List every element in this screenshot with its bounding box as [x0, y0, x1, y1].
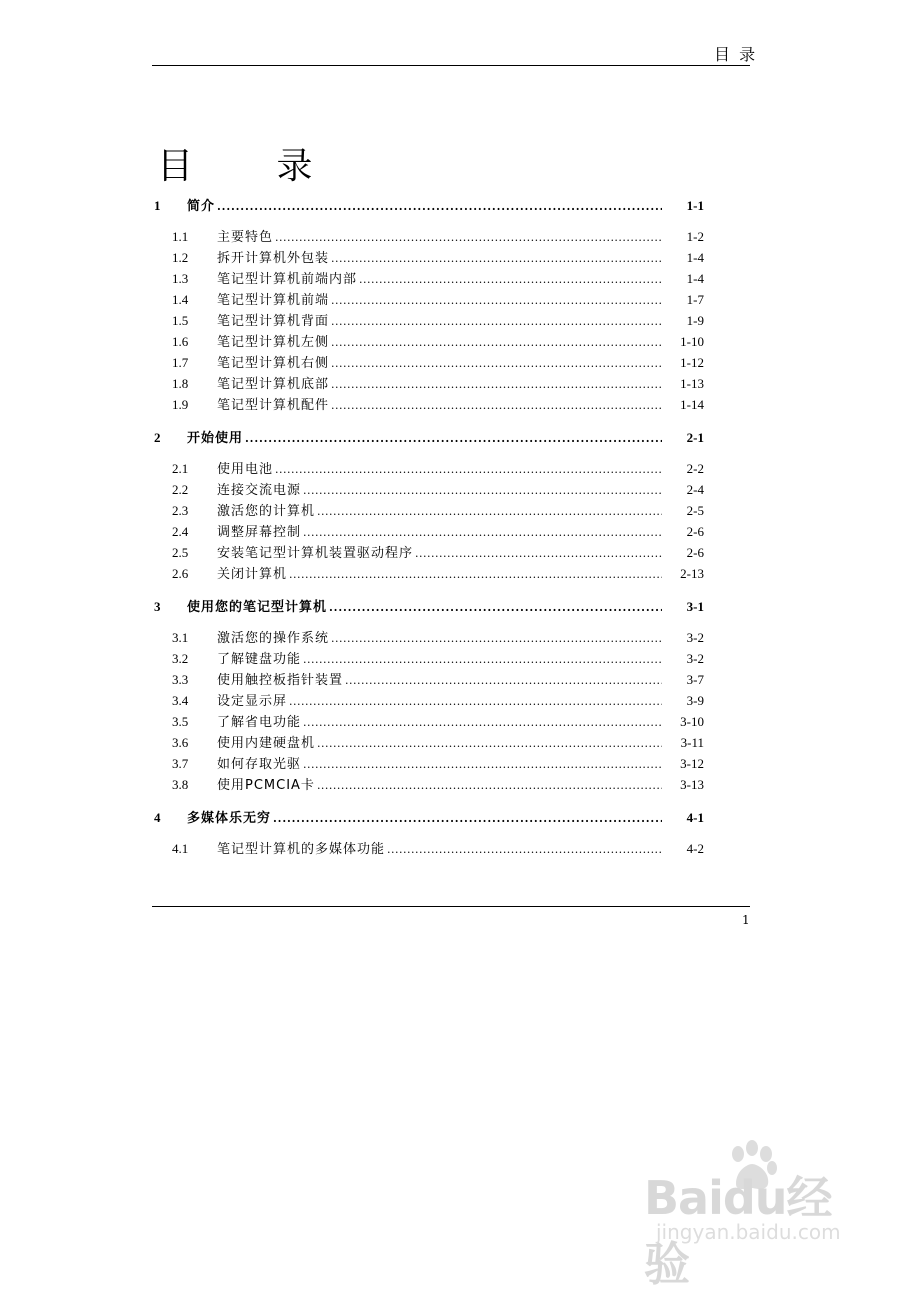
toc-chapter[interactable]: [152, 427, 704, 447]
toc-number: 1.5: [172, 313, 189, 328]
toc-number: 3.3: [172, 672, 189, 687]
toc-page: 2-5: [686, 503, 704, 518]
toc-label: 使用电池: [217, 462, 274, 477]
toc-page: 2-2: [686, 461, 704, 476]
toc-label: 设定显示屏: [217, 694, 288, 709]
toc-number: 3: [154, 599, 161, 614]
dot-leader: [317, 504, 662, 519]
toc-page: 1-9: [686, 313, 704, 328]
toc-label: 如何存取光驱: [217, 757, 302, 772]
footer-rule: [152, 906, 750, 907]
toc-number: 3.2: [172, 651, 189, 666]
toc-page: 2-4: [686, 482, 704, 497]
toc-page: 1-12: [680, 355, 704, 370]
toc-section[interactable]: [152, 838, 704, 858]
toc-section[interactable]: [152, 479, 704, 499]
toc-label: 笔记型计算机右侧: [217, 356, 330, 371]
toc-label: 使用您的笔记型计算机: [187, 600, 328, 615]
toc-number: 1.8: [172, 376, 189, 391]
toc-page: 1-13: [680, 376, 704, 391]
toc-number: 4.1: [172, 841, 189, 856]
dot-leader: [329, 600, 662, 615]
toc-label: 调整屏幕控制: [217, 525, 302, 540]
toc-page: 3-10: [680, 714, 704, 729]
toc-label: 了解键盘功能: [217, 652, 302, 667]
toc-number: 1.2: [172, 250, 189, 265]
header-rule: [152, 65, 750, 66]
toc-page: 3-2: [686, 651, 704, 666]
toc-label: 拆开计算机外包装: [217, 251, 330, 266]
toc-section[interactable]: [152, 648, 704, 668]
toc-page: 3-2: [686, 630, 704, 645]
toc-label: 笔记型计算机前端: [217, 293, 330, 308]
toc-label: 笔记型计算机底部: [217, 377, 330, 392]
page-number: 1: [742, 913, 750, 927]
dot-leader: [273, 811, 662, 826]
toc-section[interactable]: [152, 542, 704, 562]
toc-number: 3.1: [172, 630, 189, 645]
toc-number: 4: [154, 810, 161, 825]
toc-label: 安装笔记型计算机装置驱动程序: [217, 546, 414, 561]
watermark-url: jingyan.baidu.com: [656, 1220, 841, 1244]
toc-number: 3.5: [172, 714, 189, 729]
dot-leader: [289, 567, 662, 582]
dot-leader: [331, 314, 662, 329]
toc-section[interactable]: [152, 500, 704, 520]
toc-page: 1-14: [680, 397, 704, 412]
dot-leader: [303, 483, 662, 498]
dot-leader: [331, 335, 662, 350]
toc-number: 2.1: [172, 461, 189, 476]
toc-page: 3-7: [686, 672, 704, 687]
toc-chapter[interactable]: [152, 596, 704, 616]
toc-number: 2.5: [172, 545, 189, 560]
toc-label: 激活您的操作系统: [217, 631, 330, 646]
toc-number: 1: [154, 198, 161, 213]
watermark-brand: Baidu经验: [644, 1171, 832, 1291]
toc-label: 简介: [187, 199, 216, 214]
dot-leader: [331, 293, 662, 308]
toc-section[interactable]: [152, 394, 704, 414]
toc-page: 3-11: [680, 735, 704, 750]
toc-page: 1-1: [686, 198, 704, 213]
toc-number: 1.3: [172, 271, 189, 286]
dot-leader: [415, 546, 662, 561]
dot-leader: [331, 398, 662, 413]
toc-number: 1.4: [172, 292, 189, 307]
toc-label: 使用PCMCIA卡: [217, 778, 315, 793]
toc-section[interactable]: [152, 289, 704, 309]
toc-number: 3.7: [172, 756, 189, 771]
toc-section[interactable]: [152, 373, 704, 393]
toc-page: 4-1: [686, 810, 704, 825]
toc-label: 笔记型计算机左侧: [217, 335, 330, 350]
toc-section[interactable]: [152, 521, 704, 541]
dot-leader: [275, 462, 662, 477]
toc-page: 2-13: [680, 566, 704, 581]
toc-number: 1.9: [172, 397, 189, 412]
toc-number: 1.1: [172, 229, 189, 244]
toc-label: 使用内建硬盘机: [217, 736, 316, 751]
dot-leader: [387, 842, 662, 857]
toc-label: 使用触控板指针装置: [217, 673, 344, 688]
dot-leader: [303, 757, 662, 772]
dot-leader: [317, 778, 662, 793]
toc-section[interactable]: [152, 310, 704, 330]
toc-section[interactable]: [152, 563, 704, 583]
toc-section[interactable]: [152, 732, 704, 752]
toc-page: 1-10: [680, 334, 704, 349]
toc-number: 2: [154, 430, 161, 445]
dot-leader: [303, 525, 662, 540]
dot-leader: [303, 715, 662, 730]
toc-chapter[interactable]: [152, 195, 704, 215]
toc-section[interactable]: [152, 268, 704, 288]
toc-section[interactable]: [152, 331, 704, 351]
toc-section[interactable]: [152, 458, 704, 478]
toc-page: 1-7: [686, 292, 704, 307]
toc-page: 3-1: [686, 599, 704, 614]
toc-number: 2.6: [172, 566, 189, 581]
toc-number: 3.4: [172, 693, 189, 708]
toc-number: 2.3: [172, 503, 189, 518]
toc-section[interactable]: [152, 753, 704, 773]
toc-section[interactable]: [152, 226, 704, 246]
toc-label: 关闭计算机: [217, 567, 288, 582]
dot-leader: [217, 199, 662, 214]
running-header: 目 录: [714, 45, 758, 64]
toc-label: 笔记型计算机前端内部: [217, 272, 358, 287]
toc-page: 3-13: [680, 777, 704, 792]
toc-page: 1-2: [686, 229, 704, 244]
page-title: 目 录: [157, 146, 349, 187]
toc-label: 笔记型计算机配件: [217, 398, 330, 413]
toc-number: 3.6: [172, 735, 189, 750]
toc-page: 3-12: [680, 756, 704, 771]
toc-section[interactable]: [152, 352, 704, 372]
toc-page: 3-9: [686, 693, 704, 708]
toc-number: 2.4: [172, 524, 189, 539]
toc-label: 笔记型计算机的多媒体功能: [217, 842, 386, 857]
toc-page: 2-1: [686, 430, 704, 445]
toc-number: 1.6: [172, 334, 189, 349]
dot-leader: [275, 230, 662, 245]
dot-leader: [359, 272, 662, 287]
dot-leader: [345, 673, 662, 688]
dot-leader: [331, 356, 662, 371]
toc-section[interactable]: [152, 627, 704, 647]
toc-section[interactable]: [152, 711, 704, 731]
toc-page: 2-6: [686, 524, 704, 539]
dot-leader: [289, 694, 662, 709]
baidu-jingyan-watermark: [636, 1140, 868, 1291]
toc-page: 4-2: [686, 841, 704, 856]
toc-number: 2.2: [172, 482, 189, 497]
toc-section[interactable]: [152, 774, 704, 794]
toc-label: 主要特色: [217, 230, 274, 245]
toc-label: 开始使用: [187, 431, 244, 446]
toc-page: 1-4: [686, 250, 704, 265]
toc-page: 1-4: [686, 271, 704, 286]
dot-leader: [331, 377, 662, 392]
toc-label: 了解省电功能: [217, 715, 302, 730]
toc-page: 2-6: [686, 545, 704, 560]
toc-chapter[interactable]: [152, 807, 704, 827]
toc-label: 笔记型计算机背面: [217, 314, 330, 329]
dot-leader: [245, 431, 662, 446]
dot-leader: [331, 631, 662, 646]
toc-label: 多媒体乐无穷: [187, 811, 272, 826]
toc-label: 连接交流电源: [217, 483, 302, 498]
toc-section[interactable]: [152, 690, 704, 710]
dot-leader: [331, 251, 662, 266]
toc-number: 1.7: [172, 355, 189, 370]
toc-section[interactable]: [152, 247, 704, 267]
toc-number: 3.8: [172, 777, 189, 792]
toc-label: 激活您的计算机: [217, 504, 316, 519]
toc-section[interactable]: [152, 669, 704, 689]
dot-leader: [303, 652, 662, 667]
dot-leader: [317, 736, 662, 751]
